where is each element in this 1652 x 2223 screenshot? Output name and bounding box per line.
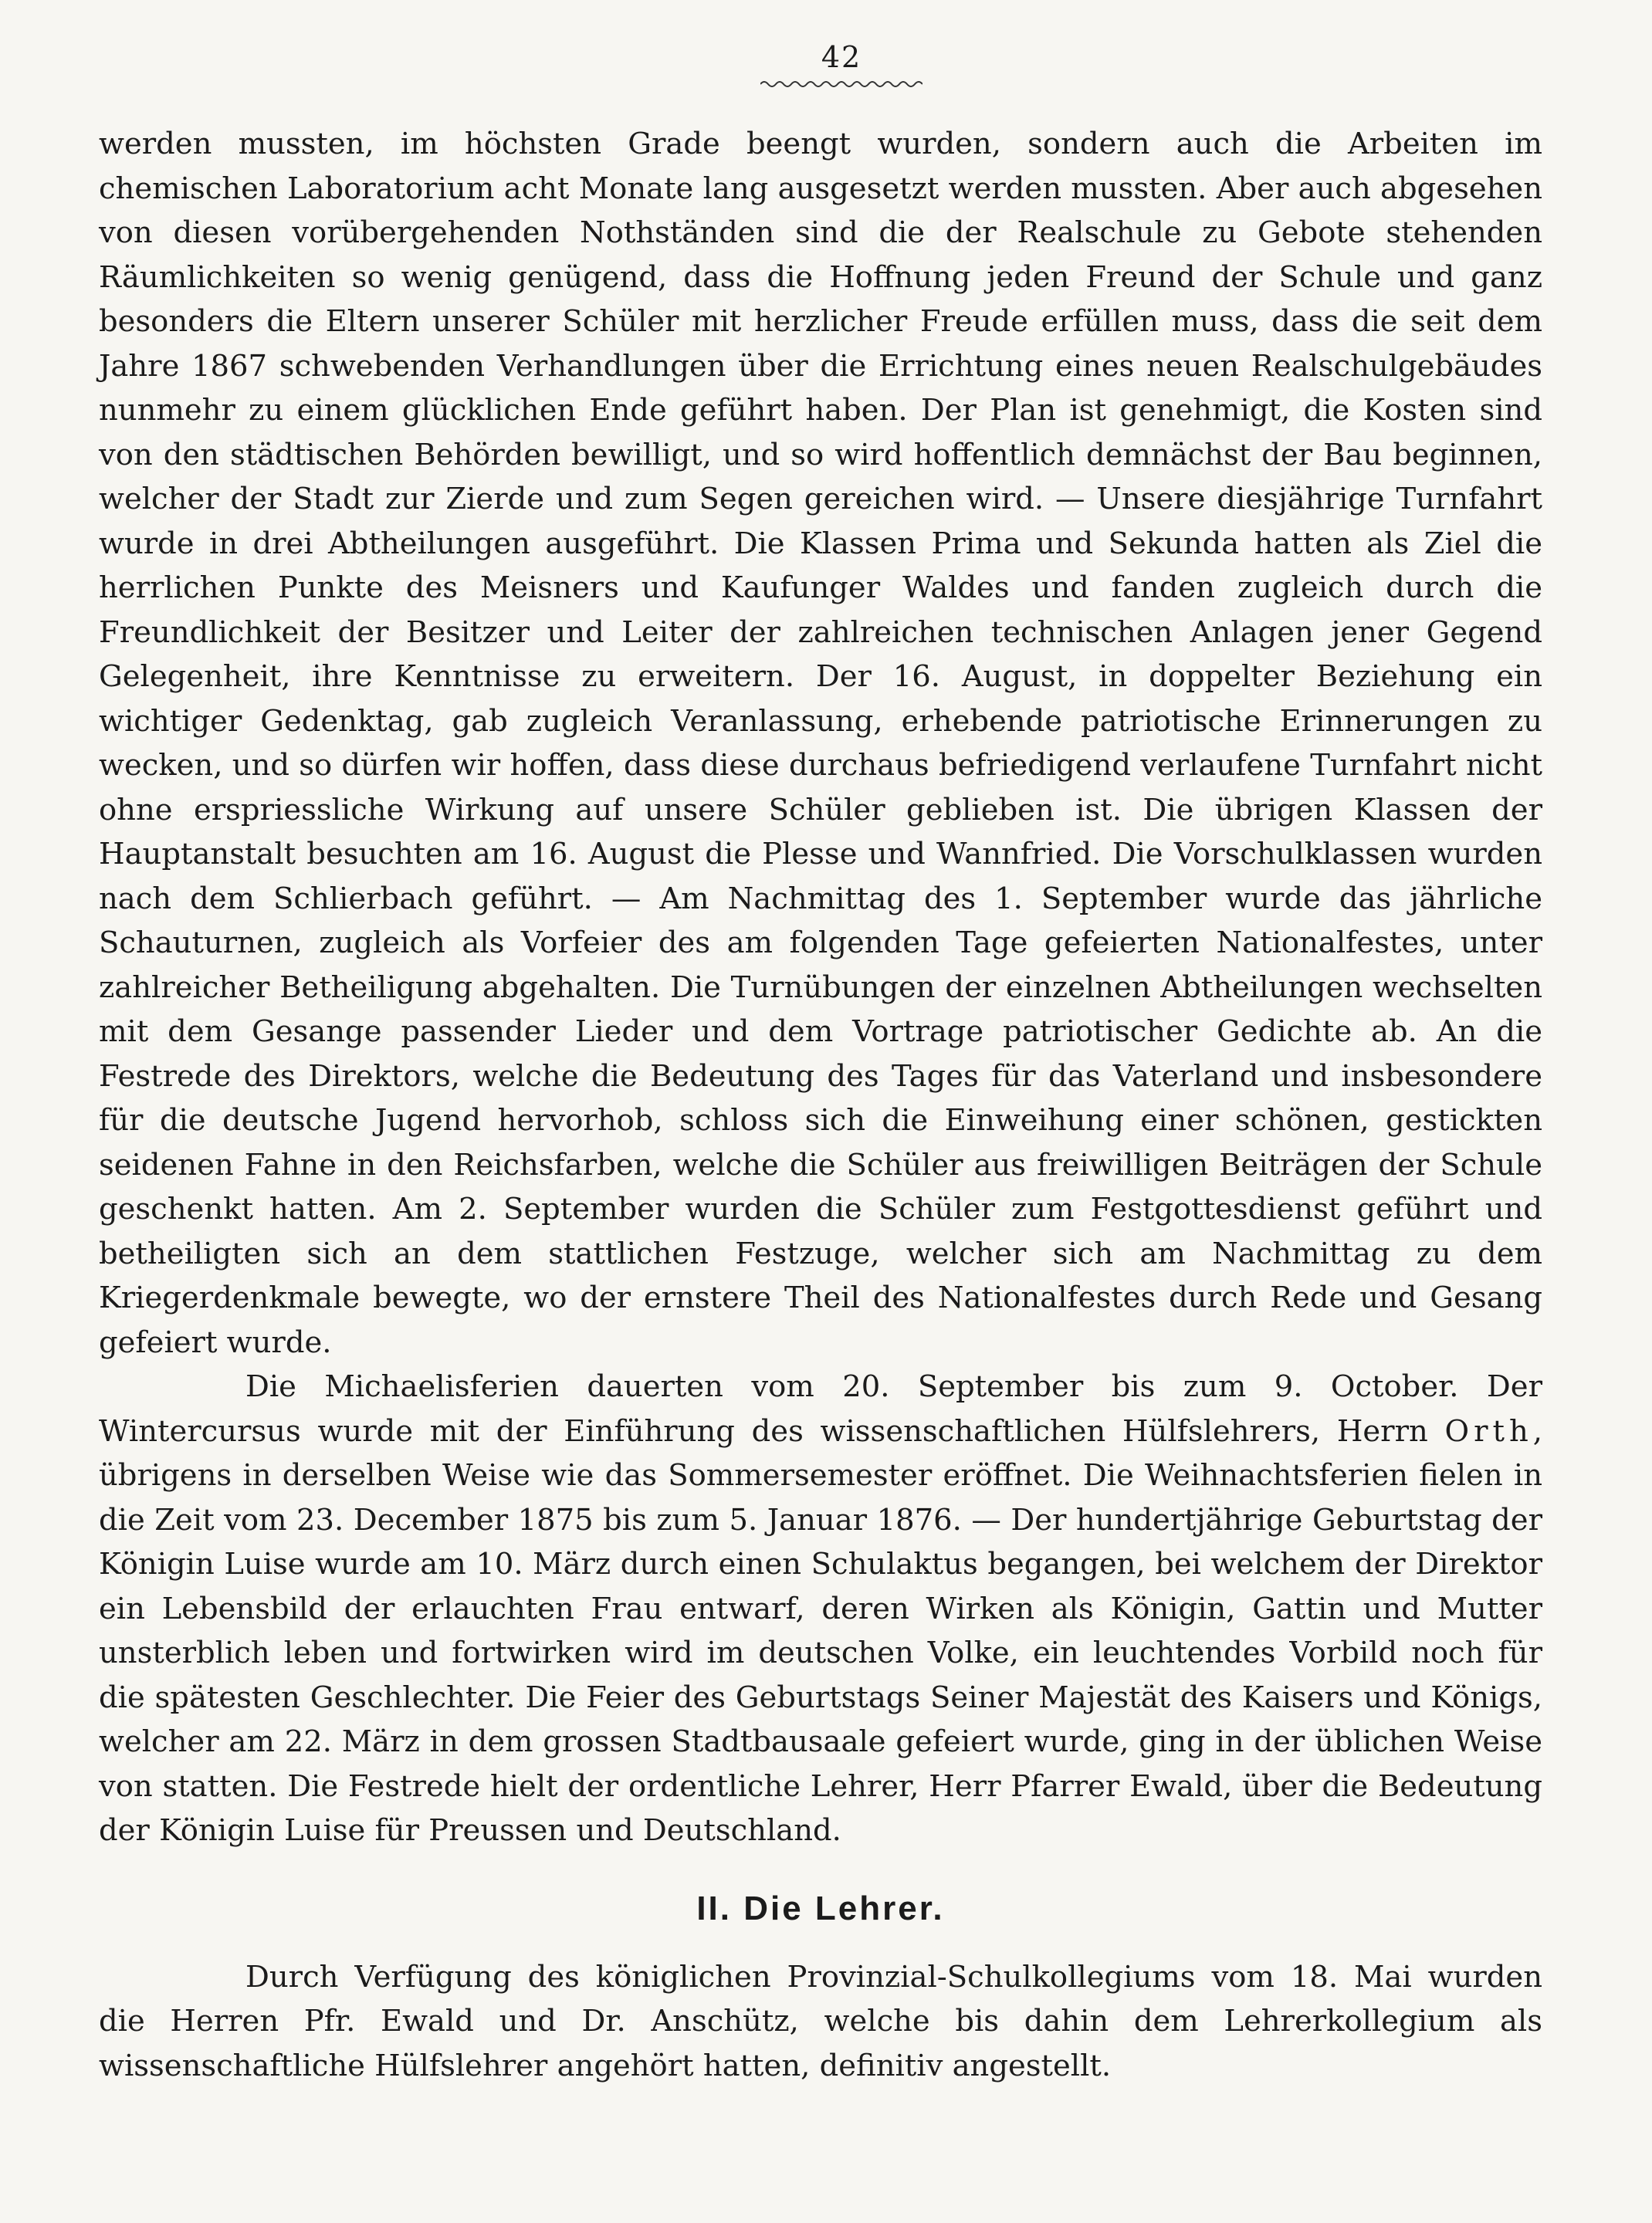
paragraph-ferien-rest: , übrigens in derselben Weise wie das Sommersemester eröffnet. Die Weihnachtsferien fielen in die Zeit vom 23. December 1875 bis zum 5. Januar 1876. — Der hundertjährige Geburtstag der Königin Luise wurde am 10. März durch einen Schulaktus begangen, bei welchem der Direktor ein Lebensbild der erlauchten Frau entwarf, deren Wirken als Königin, Gattin und Mutter unsterblich leben und fortwirken wird im deutschen Volke, ein leuchtendes Vorbild noch für die spätesten Geschlechter. Die Feier des Geburtstags Seiner Majestät des Kaisers und Königs, welcher am 22. März in dem grossen Stadtbausaale gefeiert wurde, ging in der üblichen Weise von statten. Die Festrede hielt der ordentliche Lehrer, Herr Pfarrer Ewald, über die Bedeutung der Königin Luise für Preussen und Deutschland.: [99, 1413, 1542, 1848]
wavy-rule-ornament: [760, 79, 922, 90]
section-heading-lehrer: II. Die Lehrer.: [696, 1889, 945, 1927]
body-text: [99, 122, 1542, 2088]
paragraph-ferien-start: Die Michaelisferien dauerten vom 20. September bis zum 9. October. Der Wintercursus wurde mit der Einführung des wissenschaftlichen Hülfslehrers, Herrn: [99, 1369, 1542, 1449]
page-number: 42: [821, 40, 862, 74]
paragraph-lehrer: Durch Verfügung des königlichen Provinzial-Schulkollegiums vom 18. Mai wurden die Herren Pfr. Ewald und Dr. Anschütz, welche bis dahin dem Lehrerkollegium als wissenschaftliche Hülfslehrer angehört hatten, definitiv angestellt.: [99, 1959, 1542, 2083]
teacher-name-orth: Orth: [1444, 1413, 1533, 1449]
paragraph-turnfahrt: werden mussten, im höchsten Grade beengt wurden, sondern auch die Arbeiten im chemischen Laboratorium acht Monate lang ausgesetzt werden mussten. Aber auch abgesehen von diesen vorübergehenden Nothständen sind die der Realschule zu Gebote stehenden Räumlichkeiten so wenig genügend, dass die Hoffnung jeden Freund der Schule und ganz besonders die Eltern unserer Schüler mit herzlicher Freude erfüllen muss, dass die seit dem Jahre 1867 schwebenden Verhandlungen über die Errichtung eines neuen Realschulgebäudes nunmehr zu einem glücklichen Ende geführt haben. Der Plan ist genehmigt, die Kosten sind von den städtischen Behörden bewilligt, und so wird hoffentlich demnächst der Bau beginnen, welcher der Stadt zur Zierde und zum Segen gereichen wird. — Unsere diesjährige Turnfahrt wurde in drei Abtheilungen ausgeführt. Die Klassen Prima und Sekunda hatten als Ziel die herrlichen Punkte des Meisners und Kaufunger Waldes und fanden zugleich durch die Freundlichkeit der Besitzer und Leiter der zahlreichen technischen Anlagen jener Gegend Gelegenheit, ihre Kenntnisse zu erweitern. Der 16. August, in doppelter Beziehung ein wichtiger Gedenktag, gab zugleich Veranlassung, erhebende patriotische Erinnerungen zu wecken, und so dürfen wir hoffen, dass diese durchaus befriedigend verlaufene Turnfahrt nicht ohne erspriessliche Wirkung auf unsere Schüler geblieben ist. Die übrigen Klassen der Hauptanstalt besuchten am 16. August die Plesse und Wannfried. Die Vorschulklassen wurden nach dem Schlierbach geführt. — Am Nachmittag des 1. September wurde das jährliche Schauturnen, zugleich als Vorfeier des am folgenden Tage gefeierten Nationalfestes, unter zahlreicher Betheiligung abgehalten. Die Turnübungen der einzelnen Abtheilungen wechselten mit dem Gesange passender Lieder und dem Vortrage patriotischer Gedichte ab. An die Festrede des Direktors, welche die Bedeutung des Tages für das Vaterland und insbesondere für die deutsche Jugend hervorhob, schloss sich die Einweihung einer schönen, gestickten seidenen Fahne in den Reichsfarben, welche die Schüler aus freiwilligen Beiträgen der Schule geschenkt hatten. Am 2. September wurden die Schüler zum Festgottesdienst geführt und betheiligten sich an dem stattlichen Festzuge, welcher sich am Nachmittag zu dem Kriegerdenkmale bewegte, wo der ernstere Theil des Nationalfestes durch Rede und Gesang gefeiert wurde.: [99, 127, 1542, 1360]
paragraph-ferien: [99, 1365, 1542, 1853]
